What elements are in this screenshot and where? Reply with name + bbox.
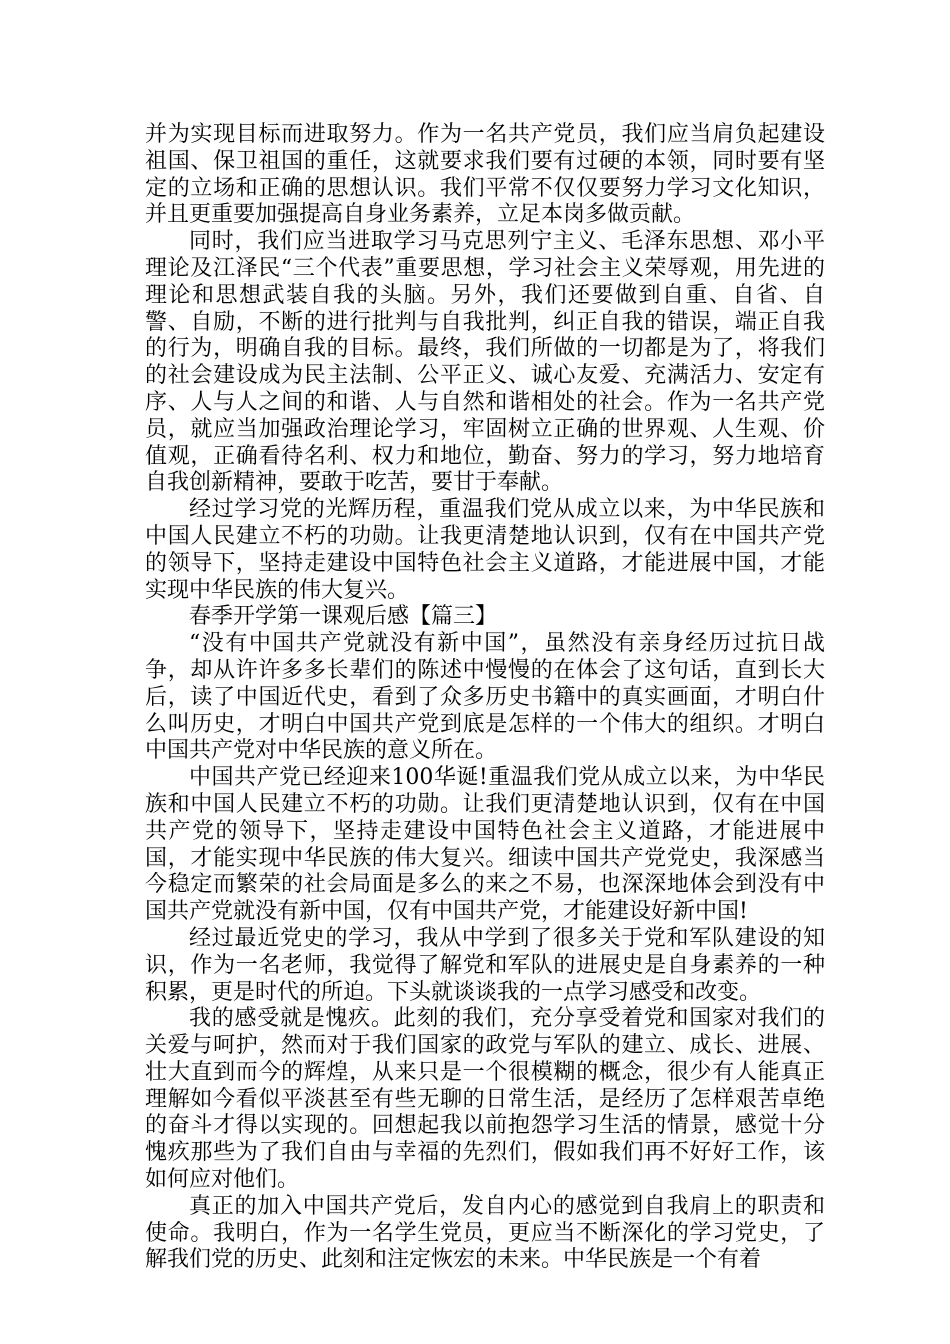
- section-paragraph-3: 经过最近党史的学习，我从中学到了很多关于党和军队建设的知识，作为一名老师，我觉得了解党和军队的进展史是自身素养的一种积累，更是时代的所迫。下头就谈谈我的一点学习感受和改变。: [145, 925, 825, 1005]
- document-page: [145, 122, 825, 1274]
- section-paragraph-1: “没有中国共产党就没有新中国”，虽然没有亲身经历过抗日战争，却从许许多多长辈们的陈述中慢慢的在体会了这句话，直到长大后，读了中国近代史，看到了众多历史书籍中的真实画面，才明白什么叫历史，才明白中国共产党到底是怎样的一个伟大的组织。才明白中国共产党对中华民族的意义所在。: [145, 631, 825, 764]
- section-heading: 春季开学第一课观后感【篇三】: [189, 604, 498, 630]
- paragraph-2: 同时，我们应当进取学习马克思列宁主义、毛泽东思想、邓小平理论及江泽民“三个代表”重要思想，学习社会主义荣辱观，用先进的理论和思想武装自我的头脑。另外，我们还要做到自重、自省、自警、自励，不断的进行批判与自我批判，纠正自我的错误，端正自我的行为，明确自我的目标。最终，我们所做的一切都是为了，将我们的社会建设成为民主法制、公平正义、诚心友爱、充满活力、安定有序、人与人之间的和谐、人与自然和谐相处的社会。作为一名共产党员，就应当加强政治理论学习，牢固树立正确的世界观、人生观、价值观，正确看待名利、权力和地位，勤奋、努力的学习，努力地培育自我创新精神，要敢于吃苦，要甘于奉献。: [145, 229, 825, 496]
- paragraph-3: 经过学习党的光辉历程，重温我们党从成立以来，为中华民族和中国人民建立不朽的功勋。让我更清楚地认识到，仅有在中国共产党的领导下，坚持走建设中国特色社会主义道路，才能进展中国，才能实现中华民族的伟大复兴。: [145, 497, 825, 603]
- section-paragraph-4: 我的感受就是愧疚。此刻的我们，充分享受着党和国家对我们的关爱与呵护，然而对于我们国家的政党与军队的建立、成长、进展、壮大直到而今的辉煌，从来只是一个很模糊的概念，很少有人能真正理解如今看似平淡甚至有些无聊的日常生活，是经历了怎样艰苦卓绝的奋斗才得以实现的。回想起我以前抱怨学习生活的情景，感觉十分愧疚那些为了我们自由与幸福的先烈们，假如我们再不好好工作，该如何应对他们。: [145, 1006, 825, 1193]
- paragraph-1: 并为实现目标而进取努力。作为一名共产党员，我们应当肩负起建设祖国、保卫祖国的重任，这就要求我们要有过硬的本领，同时要有坚定的立场和正确的思想认识。我们平常不仅仅要努力学习文化知识，并且更重要加强提高自身业务素养，立足本岗多做贡献。: [145, 122, 825, 228]
- section-paragraph-5: 真正的加入中国共产党后，发自内心的感觉到自我肩上的职责和使命。我明白，作为一名学生党员，更应当不断深化的学习党史，了解我们党的历史、此刻和注定恢宏的未来。中华民族是一个有着: [145, 1193, 825, 1273]
- section-paragraph-2: 中国共产党已经迎来100华诞!重温我们党从成立以来，为中华民族和中国人民建立不朽的功勋。让我们更清楚地认识到，仅有在中国共产党的领导下，坚持走建设中国特色社会主义道路，才能进展中国，才能实现中华民族的伟大复兴。细读中国共产党党史，我深感当今稳定而繁荣的社会局面是多么的来之不易，也深深地体会到没有中国共产党就没有新中国，仅有中国共产党，才能建设好新中国!: [145, 765, 825, 925]
